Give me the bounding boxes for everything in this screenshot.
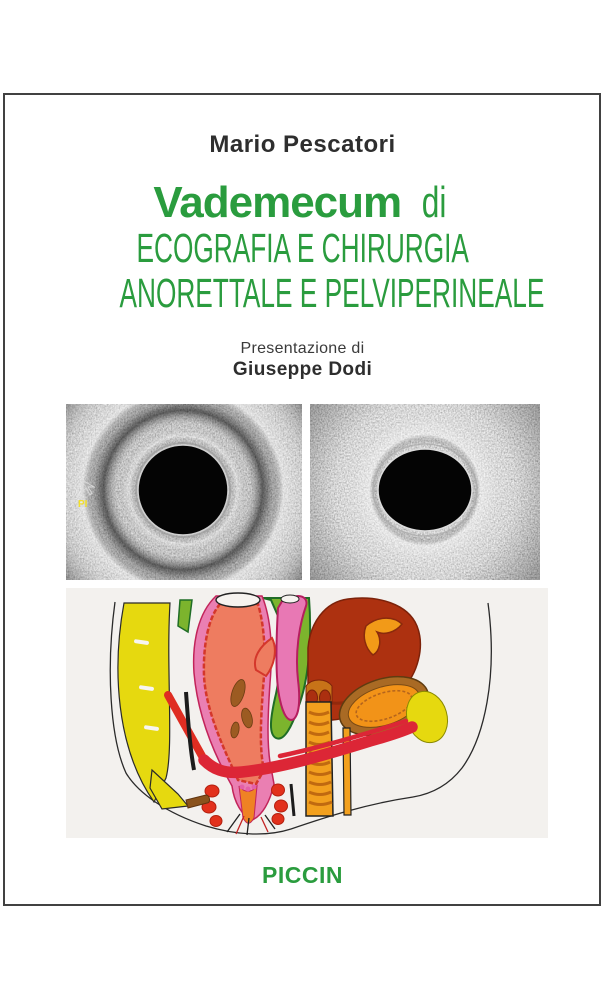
probe-circle [138,445,228,535]
publisher-logo: PICCIN [262,862,343,888]
dentate-line [252,785,257,790]
presenter-name: Giuseppe Dodi [232,359,373,380]
book-title-line2: ECOGRAFIA E CHIRURGIA [136,225,469,271]
pelvic-anatomy-illustration [66,588,548,838]
title-word-vademecum: Vademecum [153,178,402,227]
title-word-di: di [422,178,447,227]
ultrasound-left-label: PI [78,499,88,510]
book-title-lead [0,178,605,227]
anatomy-drawing-svg [66,588,548,838]
ultrasound-right-svg [310,404,540,580]
ultrasound-left-svg [66,404,302,580]
dentate-line [246,787,251,792]
dentate-line [240,785,245,790]
author-name: Mario Pescatori [209,131,396,158]
probe-ellipse [378,449,472,531]
ultrasound-right-image [310,404,540,580]
rectum-opening [216,593,260,607]
ultrasound-left-image [66,404,302,580]
book-title-line3: ANORETTALE E PELVIPERINEALE [119,270,545,316]
vagina-opening [281,595,299,603]
presentation-label: Presentazione di [240,340,365,357]
